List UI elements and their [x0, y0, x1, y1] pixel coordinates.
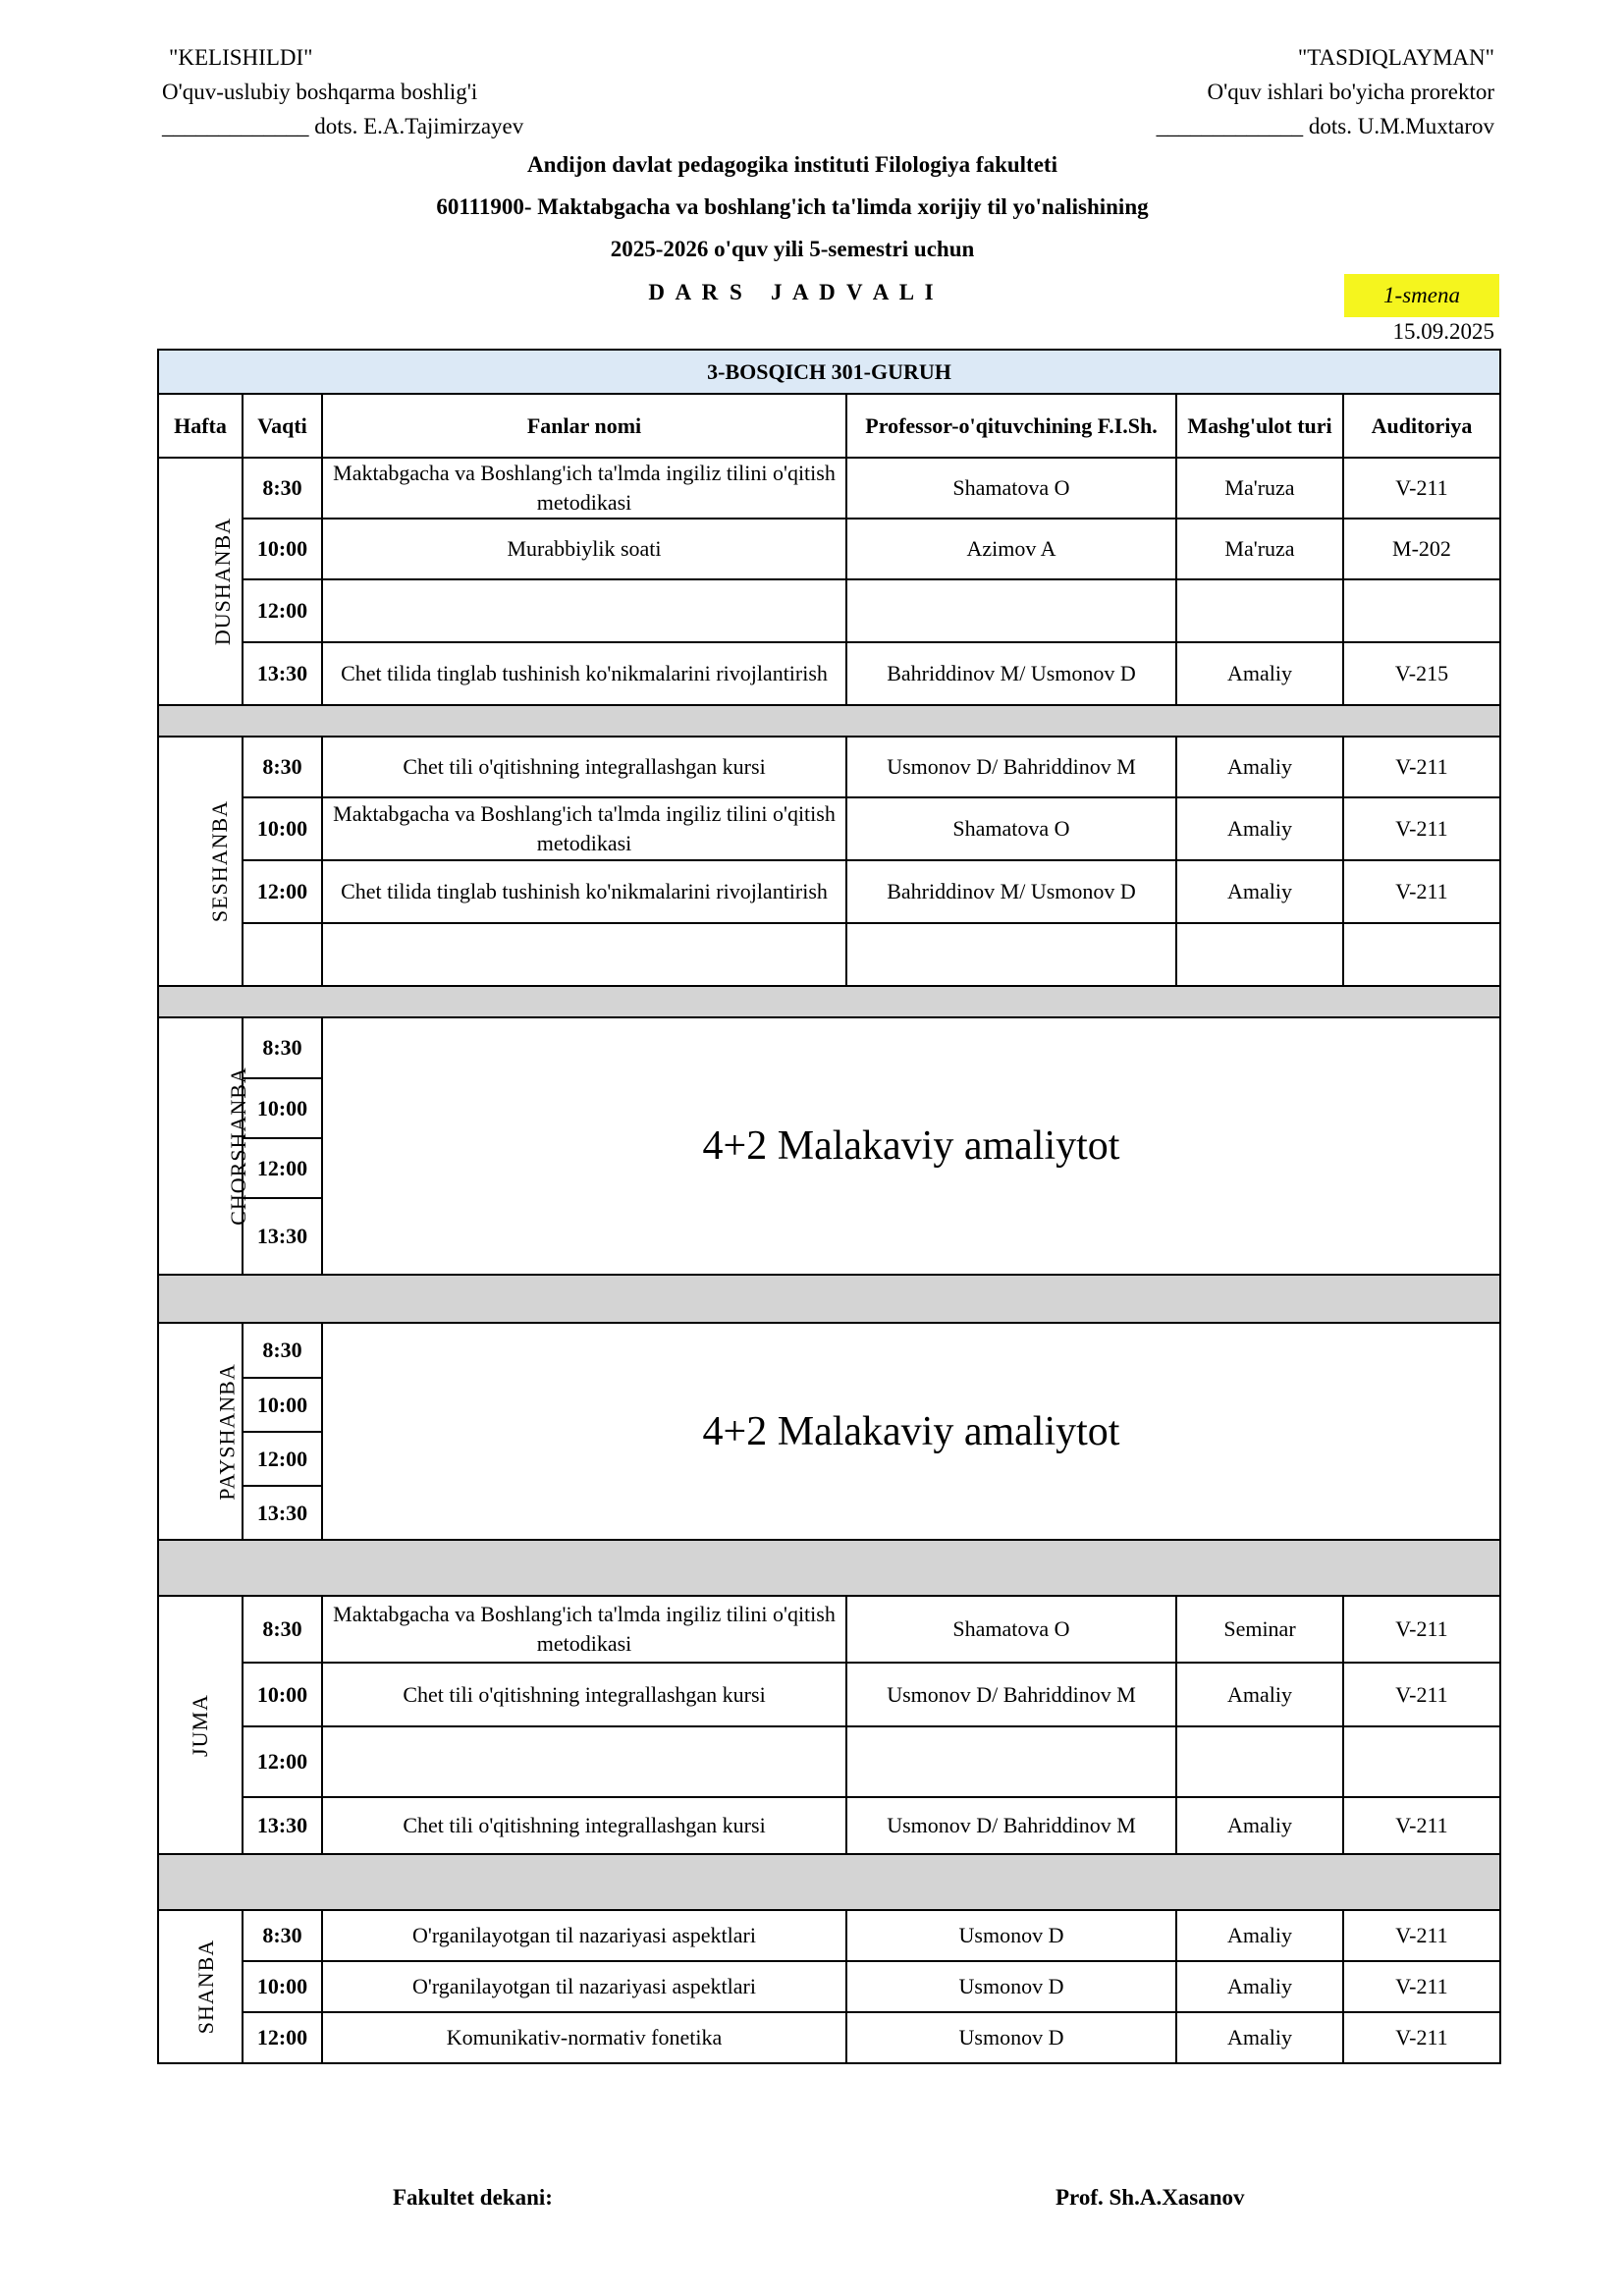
time-cell: 10:00: [243, 1663, 322, 1726]
subject-cell: O'rganilayotgan til nazariyasi aspektlari: [322, 1961, 846, 2012]
table-row: [158, 519, 1500, 579]
room-cell: V-211: [1343, 1797, 1500, 1854]
approval-right-signature: _____________ dots. U.M.Muxtarov: [1156, 114, 1494, 138]
time-cell: 12:00: [243, 1432, 322, 1486]
type-cell: Amaliy: [1176, 642, 1343, 705]
time-cell: 8:30: [243, 1596, 322, 1663]
table-row: [158, 923, 1500, 986]
time-cell: 12:00: [243, 1138, 322, 1198]
table-row: [158, 2012, 1500, 2063]
time-cell: 8:30: [243, 1323, 322, 1378]
table-row: [158, 579, 1500, 642]
day-name: SHANBA: [193, 1939, 219, 2035]
type-cell: Amaliy: [1176, 1663, 1343, 1726]
room-cell: V-211: [1343, 860, 1500, 923]
type-cell: [1176, 579, 1343, 642]
room-cell: V-211: [1343, 1910, 1500, 1961]
table-row: [158, 1797, 1500, 1854]
time-cell: 13:30: [243, 1486, 322, 1540]
document-title: D A R S J A D V A L I: [648, 280, 937, 304]
time-cell: [243, 923, 322, 986]
practice-merged-cell: 4+2 Malakaviy amaliytot: [322, 1323, 1500, 1540]
time-cell: 8:30: [243, 1017, 322, 1078]
teacher-cell: Shamatova O: [846, 458, 1176, 519]
shift-badge: 1-smena: [1344, 274, 1499, 317]
teacher-cell: Usmonov D: [846, 1910, 1176, 1961]
time-cell: 12:00: [243, 2012, 322, 2063]
subject-cell: Chet tilida tinglab tushinish ko'nikmalarini rivojlantirish: [322, 642, 846, 705]
type-cell: Amaliy: [1176, 860, 1343, 923]
room-cell: V-215: [1343, 642, 1500, 705]
subject-cell: Maktabgacha va Boshlang'ich ta'lmda ingiliz tilini o'qitish metodikasi: [322, 1596, 846, 1663]
separator-cell: [158, 1275, 1500, 1323]
teacher-cell: Azimov A: [846, 519, 1176, 579]
time-cell: 8:30: [243, 737, 322, 797]
type-cell: Amaliy: [1176, 1961, 1343, 2012]
schedule-date: 15.09.2025: [1392, 319, 1494, 344]
room-cell: M-202: [1343, 519, 1500, 579]
type-cell: Amaliy: [1176, 737, 1343, 797]
subject-cell: Maktabgacha va Boshlang'ich ta'lmda ingiliz tilini o'qitish metodikasi: [322, 797, 846, 860]
type-cell: [1176, 1726, 1343, 1797]
table-row: [158, 1663, 1500, 1726]
approval-left-label: "KELISHILDI": [169, 45, 313, 70]
day-separator: [158, 1275, 1500, 1323]
subject-cell: [322, 1726, 846, 1797]
teacher-cell: Usmonov D: [846, 2012, 1176, 2063]
room-cell: V-211: [1343, 1961, 1500, 2012]
separator-cell: [158, 1854, 1500, 1910]
subject-cell: Chet tili o'qitishning integrallashgan kursi: [322, 737, 846, 797]
time-cell: 13:30: [243, 1797, 322, 1854]
practice-merged-cell: 4+2 Malakaviy amaliytot: [322, 1017, 1500, 1275]
room-cell: [1343, 923, 1500, 986]
time-cell: 13:30: [243, 1198, 322, 1275]
approval-left-position: O'quv-uslubiy boshqarma boshlig'i: [162, 80, 478, 104]
teacher-cell: [846, 579, 1176, 642]
subject-cell: Chet tili o'qitishning integrallashgan kursi: [322, 1797, 846, 1854]
room-cell: V-211: [1343, 2012, 1500, 2063]
room-cell: V-211: [1343, 1663, 1500, 1726]
subject-cell: Maktabgacha va Boshlang'ich ta'lmda ingiliz tilini o'qitish metodikasi: [322, 458, 846, 519]
subject-cell: [322, 923, 846, 986]
time-cell: 13:30: [243, 642, 322, 705]
type-cell: Amaliy: [1176, 797, 1343, 860]
subject-cell: Murabbiylik soati: [322, 519, 846, 579]
subject-cell: Komunikativ-normativ fonetika: [322, 2012, 846, 2063]
approval-right-label: "TASDIQLAYMAN": [1297, 45, 1494, 70]
room-cell: V-211: [1343, 737, 1500, 797]
table-row: [158, 1910, 1500, 1961]
table-row: [158, 1596, 1500, 1663]
time-cell: 12:00: [243, 579, 322, 642]
time-cell: 8:30: [243, 458, 322, 519]
day-label: [158, 1910, 243, 2063]
day-label: [158, 1596, 243, 1854]
day-name: JUMA: [188, 1693, 212, 1757]
separator-cell: [158, 1540, 1500, 1596]
type-cell: Seminar: [1176, 1596, 1343, 1663]
institute-title: Andijon davlat pedagogika instituti Filologiya fakulteti: [527, 152, 1057, 177]
teacher-cell: Usmonov D/ Bahriddinov M: [846, 737, 1176, 797]
dean-name: Prof. Sh.A.Xasanov: [1056, 2185, 1245, 2210]
column-header-week: Hafta: [158, 394, 243, 458]
teacher-cell: [846, 1726, 1176, 1797]
subject-cell: Chet tili o'qitishning integrallashgan kursi: [322, 1663, 846, 1726]
room-cell: V-211: [1343, 1596, 1500, 1663]
column-header-teacher: Professor-o'qituvchining F.I.Sh.: [846, 394, 1176, 458]
day-name: PAYSHANBA: [214, 1362, 240, 1501]
type-cell: Ma'ruza: [1176, 458, 1343, 519]
separator-cell: [158, 705, 1500, 737]
table-row: [158, 1726, 1500, 1797]
type-cell: [1176, 923, 1343, 986]
day-separator: [158, 1854, 1500, 1910]
table-row: [158, 458, 1500, 519]
teacher-cell: Shamatova O: [846, 1596, 1176, 1663]
approval-left-signature: _____________ dots. E.A.Tajimirzayev: [162, 114, 524, 138]
table-row: [158, 1961, 1500, 2012]
subject-cell: O'rganilayotgan til nazariyasi aspektlari: [322, 1910, 846, 1961]
day-name: SESHANBA: [207, 799, 233, 923]
room-cell: V-211: [1343, 458, 1500, 519]
period-title: 2025-2026 o'quv yili 5-semestri uchun: [610, 237, 975, 261]
day-label: [158, 737, 243, 986]
room-cell: [1343, 1726, 1500, 1797]
time-cell: 12:00: [243, 1726, 322, 1797]
table-row: [158, 860, 1500, 923]
schedule-table: [157, 349, 1501, 2064]
table-row: [158, 642, 1500, 705]
teacher-cell: Usmonov D/ Bahriddinov M: [846, 1797, 1176, 1854]
time-cell: 10:00: [243, 1378, 322, 1432]
type-cell: Amaliy: [1176, 1797, 1343, 1854]
time-cell: 10:00: [243, 797, 322, 860]
teacher-cell: [846, 923, 1176, 986]
dean-label: Fakultet dekani:: [393, 2185, 553, 2210]
program-title: 60111900- Maktabgacha va boshlang'ich ta'limda xorijiy til yo'nalishining: [436, 194, 1149, 219]
table-row: [158, 797, 1500, 860]
day-name: DUSHANBA: [210, 517, 236, 646]
day-label: [158, 458, 243, 705]
column-header-subject: Fanlar nomi: [322, 394, 846, 458]
table-row: [158, 1017, 1500, 1078]
teacher-cell: Bahriddinov M/ Usmonov D: [846, 642, 1176, 705]
table-row: [158, 737, 1500, 797]
teacher-cell: Bahriddinov M/ Usmonov D: [846, 860, 1176, 923]
subject-cell: [322, 579, 846, 642]
room-cell: [1343, 579, 1500, 642]
column-header-room: Auditoriya: [1343, 394, 1500, 458]
table-row: [158, 1323, 1500, 1378]
subject-cell: Chet tilida tinglab tushinish ko'nikmalarini rivojlantirish: [322, 860, 846, 923]
type-cell: Amaliy: [1176, 1910, 1343, 1961]
day-separator: [158, 986, 1500, 1017]
room-cell: V-211: [1343, 797, 1500, 860]
type-cell: Amaliy: [1176, 2012, 1343, 2063]
day-separator: [158, 705, 1500, 737]
teacher-cell: Shamatova O: [846, 797, 1176, 860]
day-label: [158, 1323, 243, 1540]
time-cell: 10:00: [243, 1961, 322, 2012]
time-cell: 10:00: [243, 519, 322, 579]
separator-cell: [158, 986, 1500, 1017]
time-cell: 10:00: [243, 1078, 322, 1138]
time-cell: 12:00: [243, 860, 322, 923]
teacher-cell: Usmonov D: [846, 1961, 1176, 2012]
day-name: CHORSHANBA: [225, 1066, 250, 1226]
day-label: [158, 1017, 250, 1275]
column-header-time: Vaqti: [243, 394, 322, 458]
teacher-cell: Usmonov D/ Bahriddinov M: [846, 1663, 1176, 1726]
group-title: 3-BOSQICH 301-GURUH: [158, 350, 1500, 394]
approval-right-position: O'quv ishlari bo'yicha prorektor: [1207, 80, 1494, 104]
time-cell: 8:30: [243, 1910, 322, 1961]
column-header-type: Mashg'ulot turi: [1176, 394, 1343, 458]
type-cell: Ma'ruza: [1176, 519, 1343, 579]
day-separator: [158, 1540, 1500, 1596]
